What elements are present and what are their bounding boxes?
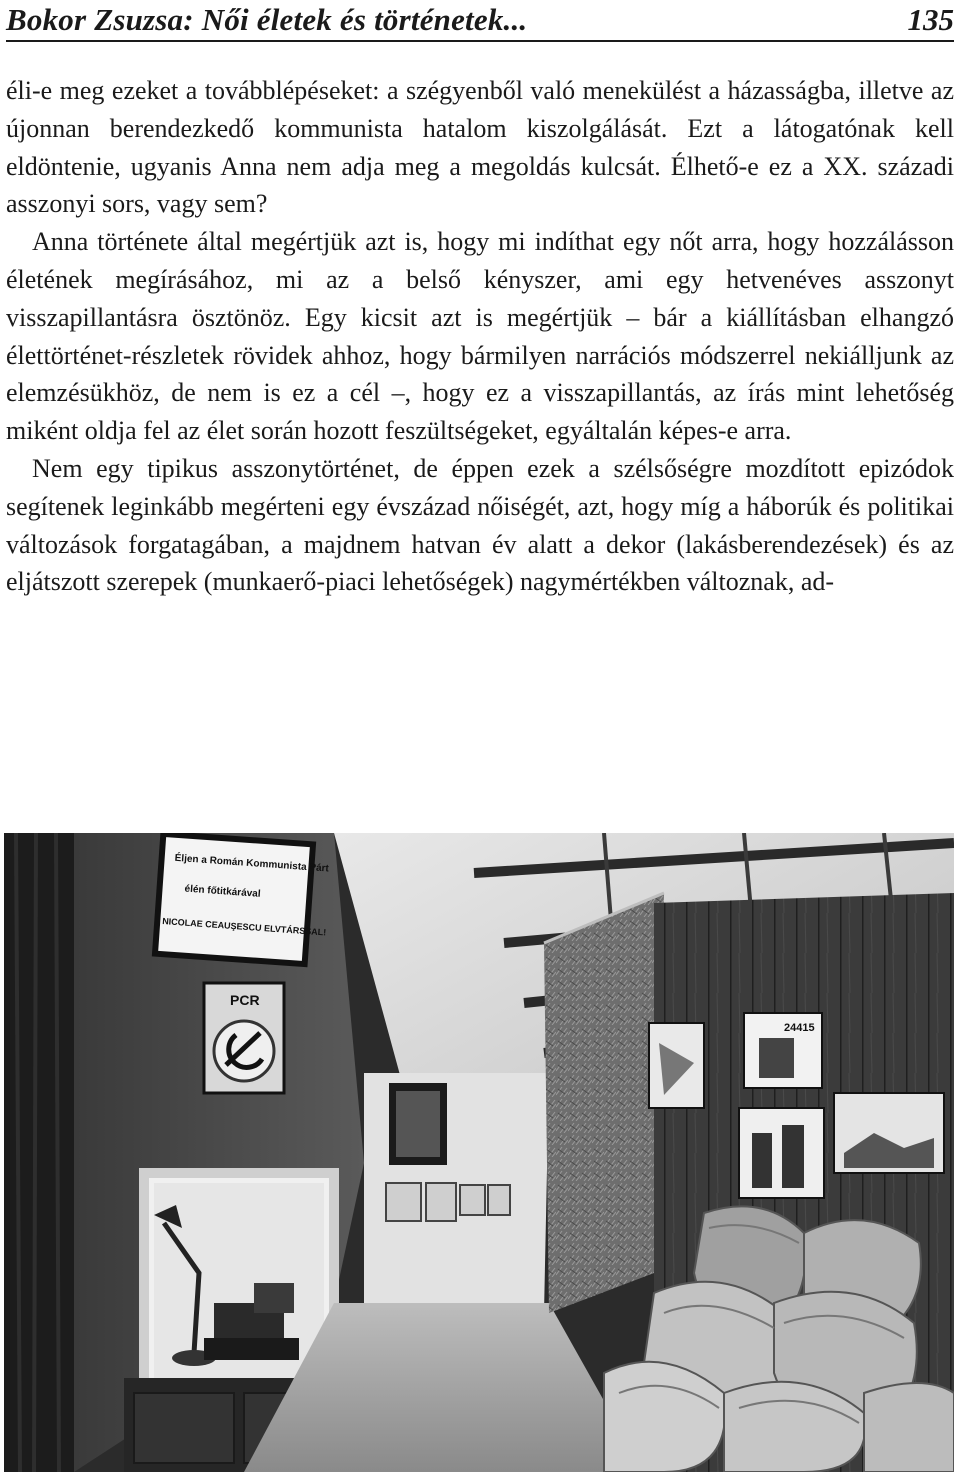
- exhibition-photo-drawing: [4, 833, 954, 1472]
- wall-sign: [155, 834, 331, 964]
- page-number: 135: [907, 2, 954, 37]
- party-emblem: [204, 983, 284, 1093]
- paragraph-1: éli-e meg ezeket a továbblépéseket: a szégyenből való menekülést a házasságba, illetve az újonnan berendezkedő kommunista hatalom kiszolgálását. Ezt a látogatónak kell eldöntenie, ugyanis Anna nem adja meg a megoldás kulcsát. Élhető-e ez a XX. századi asszonyi sors, vagy sem?: [6, 76, 954, 219]
- paragraph-3: Nem egy tipikus asszonytörténet, de éppen ezek a szélsőségre mozdított epizódok segítenek leginkább megérteni egy évszázad nőiségét, azt, hogy míg a háborúk és politikai változások forgatagában, a majdnem hatvan év alatt a dekor (lakásberendezések) és az eljátszott szerepek (munkaerő-piaci lehetőségek) nagymértékben változnak, ad-: [6, 453, 954, 597]
- sign-line-1: Éljen a Román Kommunista Párt: [174, 852, 330, 875]
- paragraph-2: Anna története által megértjük azt is, hogy mi indíthat egy nőt arra, hogy hozzálásson életének megírásához, mi az a belső kényszer, ami egy hetvenéves asszonyt visszapillantásra ösztönöz. Egy kicsit azt is megértjük – bár a kiállításban elhangzó élettörténet-részletek rövidek ahhoz, hogy bármilyen narrációs módszerrel nekiálljunk az elemzésükhöz, de nem is ez a cél –, hogy ez a visszapillantás, az írás mint lehetőség miként oldja fel az élet során hozott feszültségeket, egyáltalán képes-e arra.: [6, 227, 954, 446]
- emblem-text: PCR: [230, 992, 260, 1008]
- poster-number: 24415: [784, 1022, 815, 1034]
- body-text: [6, 72, 954, 601]
- running-head-title: Bokor Zsuzsa: Női életek és történetek...: [6, 2, 528, 37]
- running-head: [6, 0, 954, 42]
- sign-line-3: NICOLAE CEAUŞESCU ELVTÁRSSAL!: [161, 916, 327, 938]
- exhibition-photo: [4, 833, 954, 1472]
- sign-line-2: élén főtitkárával: [184, 883, 261, 900]
